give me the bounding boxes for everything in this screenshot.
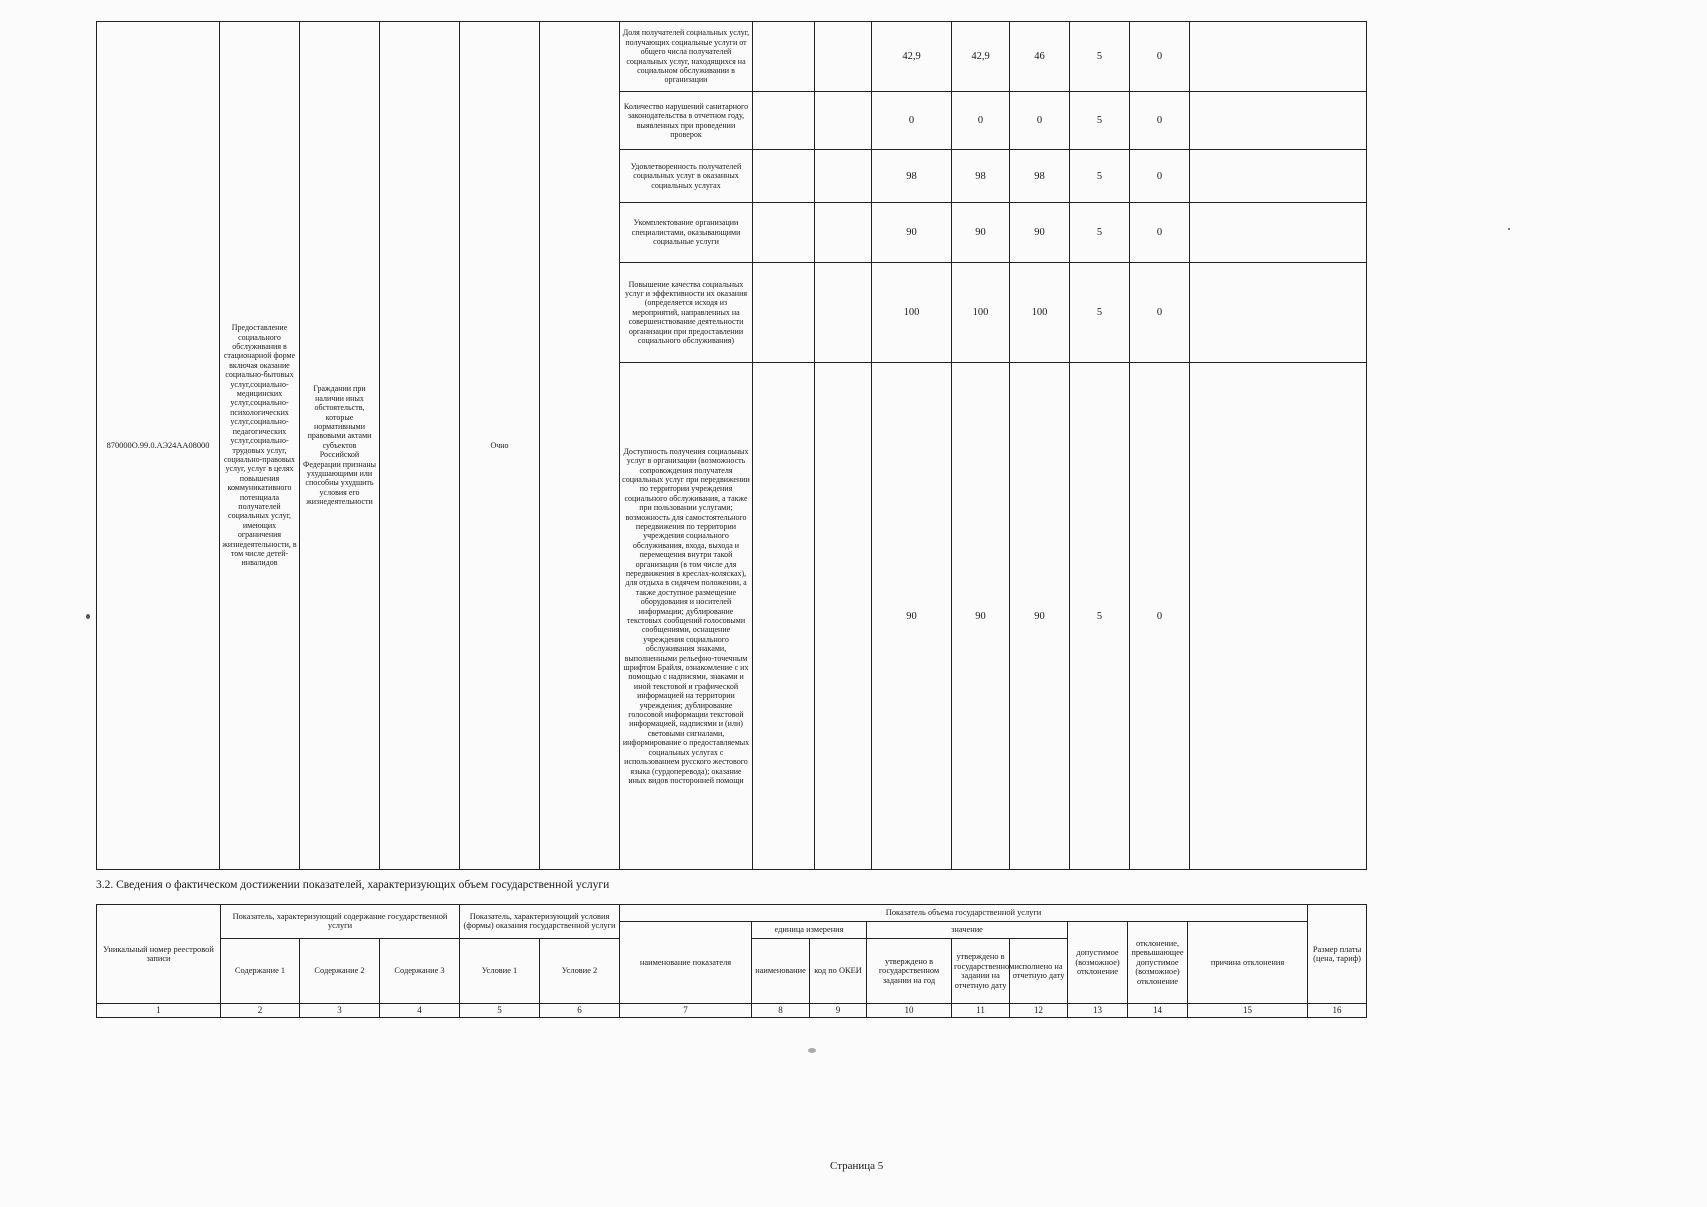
allowed-deviation: 5 <box>1070 92 1130 150</box>
header-indicator-name: наименование показателя <box>620 921 752 1003</box>
deviation-reason <box>1190 203 1367 263</box>
approved-year: 42,9 <box>872 22 952 92</box>
approved-date: 0 <box>952 92 1010 150</box>
column-number: 16 <box>1308 1004 1367 1018</box>
deviation-reason <box>1190 22 1367 92</box>
scan-speck <box>808 1048 816 1053</box>
volume-indicators-table <box>96 904 1367 1018</box>
header-content-1: Содержание 1 <box>221 938 300 1004</box>
header-fee: Размер платы (цена, тариф) <box>1308 905 1367 1004</box>
exceeding-deviation: 0 <box>1130 203 1190 263</box>
column-number: 4 <box>380 1004 460 1018</box>
unit-okei <box>815 92 872 150</box>
header-volume-group: Показатель объема государственной услуги <box>620 905 1308 922</box>
executed: 90 <box>1010 363 1070 870</box>
column-number: 10 <box>867 1004 952 1018</box>
column-number: 13 <box>1068 1004 1128 1018</box>
approved-year: 100 <box>872 263 952 363</box>
approved-date: 98 <box>952 150 1010 203</box>
header-unit-group: единица измерения <box>752 921 867 938</box>
table-row <box>97 905 1367 922</box>
column-number: 14 <box>1128 1004 1188 1018</box>
header-approved-year: утверждено в государственном задании на год <box>867 938 952 1004</box>
allowed-deviation: 5 <box>1070 363 1130 870</box>
scan-speck <box>1508 228 1510 230</box>
unit-name <box>753 22 815 92</box>
column-number: 2 <box>221 1004 300 1018</box>
exceeding-deviation: 0 <box>1130 92 1190 150</box>
exceeding-deviation: 0 <box>1130 363 1190 870</box>
column-number: 15 <box>1188 1004 1308 1018</box>
column-number: 6 <box>540 1004 620 1018</box>
indicator-name: Удовлетворенность получателей социальных услуг в оказанных социальных услугах <box>620 150 753 203</box>
content-3-cell <box>380 22 460 870</box>
indicator-name: Доступность получения социальных услуг в организации (возможность сопровождения получателя социальных услуг при передвижении по территории учреждения социального обслуживания, а также при пользовании услугами; возможность для самостоятельного передвижения по территории учреждения социального обслуживания, входа, выхода и перемещения внутри такой организации (в том числе для передвижения в креслах-колясках), для отдыха в сидячем положении, а также доступное размещение оборудования и носителей информации; дублирование текстовых сообщений голосовыми сообщениями, оснащение учреждения социального обслуживания знаками, выполненными рельефно-точечным шрифтом Брайля, ознакомление с их помощью с надписями, знаками и иной текстовой и графической информацией на территории учреждения; дублирование голосовой информации текстовой информацией, надписями и (или) световыми сигналами, информирование о предоставляемых социальных услугах с использованием русского жестового языка (сурдоперевода); оказание иных видов посторонней помощи <box>620 363 753 870</box>
header-content-3: Содержание 3 <box>380 938 460 1004</box>
allowed-deviation: 5 <box>1070 203 1130 263</box>
content-2-cell: Граждании при наличии иных обстоятельств, которые нормативными правовыми актами субъектов Российской Федерации признаны ухудшающими или способны ухудшить условия его жизнедеятельности <box>300 22 380 870</box>
column-number: 8 <box>752 1004 810 1018</box>
deviation-reason <box>1190 150 1367 203</box>
unit-name <box>753 363 815 870</box>
indicator-name: Укомплектование организации специалистами, оказывающими социальные услуги <box>620 203 753 263</box>
header-executed: исполнено на отчетную дату <box>1010 938 1068 1004</box>
scan-speck <box>86 614 90 619</box>
header-exceeding-deviation: отклонение, превышающее допустимое (возможное) отклонение <box>1128 921 1188 1003</box>
executed: 0 <box>1010 92 1070 150</box>
header-content-group: Показатель, характеризующий содержание государственной услуги <box>221 905 460 939</box>
header-okei-code: код по ОКЕИ <box>810 938 867 1004</box>
section-heading: 3.2. Сведения о фактическом достижении показателей, характеризующих объем государственной услуги <box>96 879 610 891</box>
approved-date: 100 <box>952 263 1010 363</box>
approved-year: 90 <box>872 203 952 263</box>
approved-date: 90 <box>952 203 1010 263</box>
unit-okei <box>815 150 872 203</box>
header-deviation-reason: причина отклонения <box>1188 921 1308 1003</box>
allowed-deviation: 5 <box>1070 150 1130 203</box>
allowed-deviation: 5 <box>1070 22 1130 92</box>
exceeding-deviation: 0 <box>1130 150 1190 203</box>
unit-okei <box>815 22 872 92</box>
executed: 90 <box>1010 203 1070 263</box>
condition-2-cell <box>540 22 620 870</box>
unit-name <box>753 150 815 203</box>
column-number: 12 <box>1010 1004 1068 1018</box>
quality-indicators-table <box>96 21 1367 870</box>
content-1-cell: Предоставление социального обслуживания в стационарной форме включая оказание социально-бытовых услуг,социально-медицинских услуг,социально-психологических услуг,социально-педагогических услуг,социально-трудовых услуг, социально-правовых услуг, услуг в целях повышения коммуникативного потенциала получателей социальных услуг, имеющих ограничения жизнедеятельности, в том числе детей-инвалидов <box>220 22 300 870</box>
indicator-name: Количество нарушений санитарного законодательства в отчетном году, выявленных при проведении проверок <box>620 92 753 150</box>
column-number: 9 <box>810 1004 867 1018</box>
column-number: 5 <box>460 1004 540 1018</box>
column-number: 11 <box>952 1004 1010 1018</box>
table-row <box>97 22 1367 92</box>
unit-okei <box>815 363 872 870</box>
column-number: 1 <box>97 1004 221 1018</box>
header-value-group: значение <box>867 921 1068 938</box>
header-unique-number: Уникальный номер реестровой записи <box>97 905 221 1004</box>
header-content-2: Содержание 2 <box>300 938 380 1004</box>
column-number: 7 <box>620 1004 752 1018</box>
header-condition-1: Условие 1 <box>460 938 540 1004</box>
header-unit-name: наименование <box>752 938 810 1004</box>
exceeding-deviation: 0 <box>1130 263 1190 363</box>
approved-year: 90 <box>872 363 952 870</box>
header-approved-date: утверждено в государственном задании на отчетную дату <box>952 938 1010 1004</box>
approved-date: 42,9 <box>952 22 1010 92</box>
unit-okei <box>815 263 872 363</box>
executed: 98 <box>1010 150 1070 203</box>
approved-date: 90 <box>952 363 1010 870</box>
exceeding-deviation: 0 <box>1130 22 1190 92</box>
header-condition-group: Показатель, характеризующий условия (формы) оказания государственной услуги <box>460 905 620 939</box>
allowed-deviation: 5 <box>1070 263 1130 363</box>
deviation-reason <box>1190 363 1367 870</box>
page-number: Страница 5 <box>830 1160 884 1172</box>
unit-name <box>753 92 815 150</box>
column-number: 3 <box>300 1004 380 1018</box>
registry-code: 870000О.99.0.АЭ24АА08000 <box>97 22 220 870</box>
indicator-name: Повышение качества социальных услуг и эффективности их оказания (определяется исходя из мероприятий, направленных на совершенствование деятельности организации при предоставлении социального обслуживания) <box>620 263 753 363</box>
unit-name <box>753 203 815 263</box>
unit-okei <box>815 203 872 263</box>
unit-name <box>753 263 815 363</box>
deviation-reason <box>1190 263 1367 363</box>
indicator-name: Доля получателей социальных услуг, получающих социальные услуги от общего числа получателей социальных услуг, находящихся на социальном обслуживании в организации <box>620 22 753 92</box>
approved-year: 0 <box>872 92 952 150</box>
header-condition-2: Условие 2 <box>540 938 620 1004</box>
executed: 46 <box>1010 22 1070 92</box>
approved-year: 98 <box>872 150 952 203</box>
executed: 100 <box>1010 263 1070 363</box>
deviation-reason <box>1190 92 1367 150</box>
header-allowed-deviation: допустимое (возможное) отклонение <box>1068 921 1128 1003</box>
column-number-row <box>97 1004 1367 1018</box>
condition-1-cell: Очно <box>460 22 540 870</box>
